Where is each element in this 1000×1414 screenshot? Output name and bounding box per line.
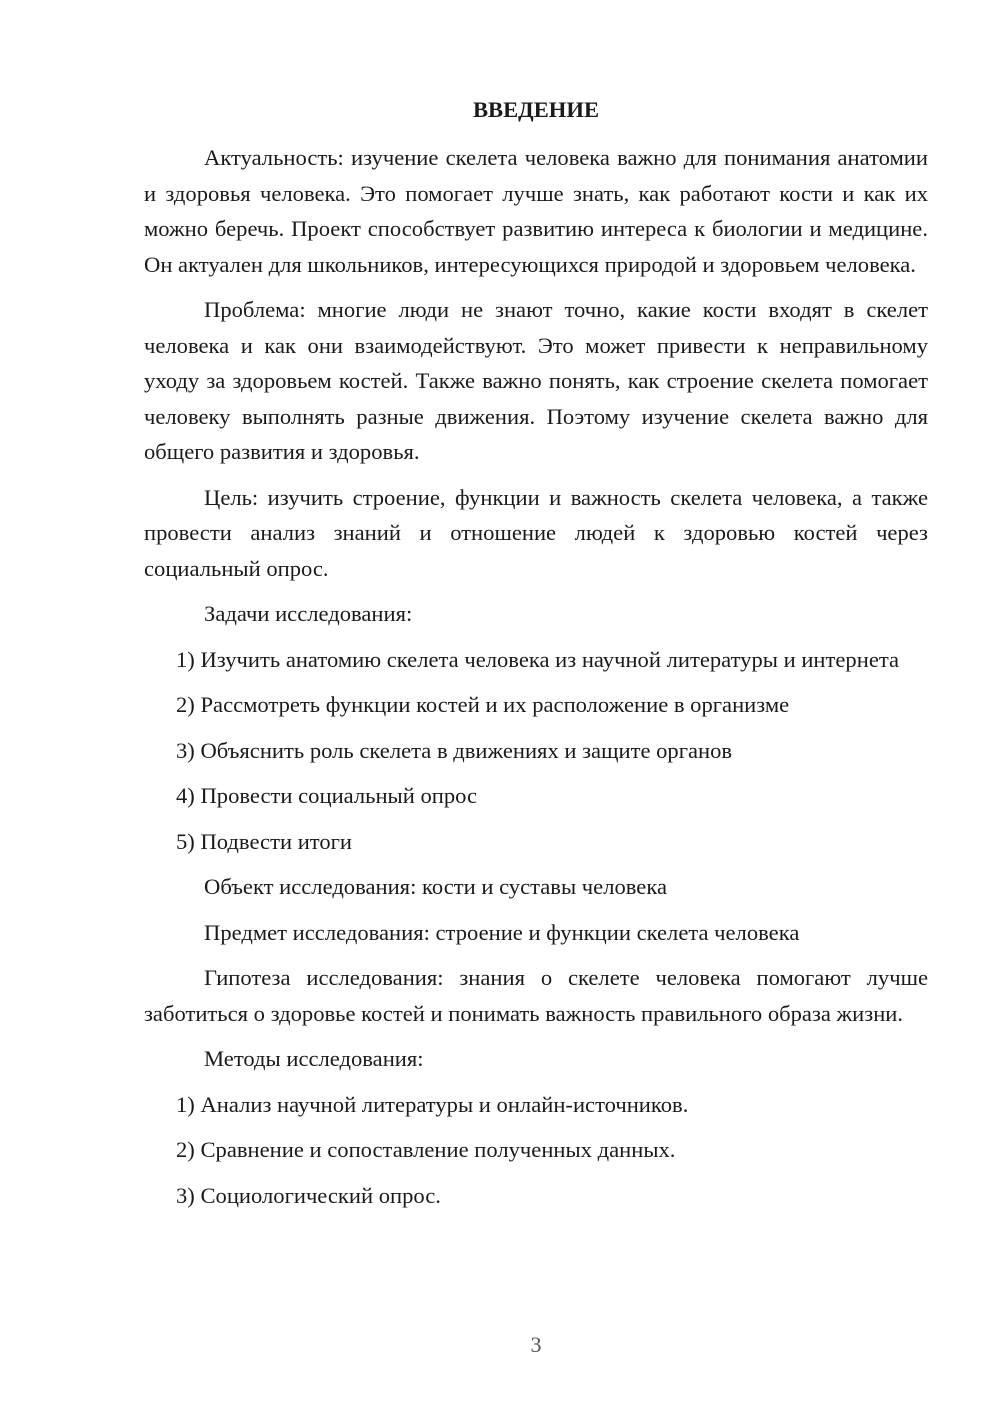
goal-paragraph: Цель: изучить строение, функции и важность скелета человека, а также провести анализ знаний и отношение людей к здоровью костей через социальный опрос.	[144, 484, 928, 581]
object-paragraph: Объект исследования: кости и суставы человека	[204, 874, 667, 899]
subject-paragraph: Предмет исследования: строение и функции скелета человека	[204, 919, 800, 945]
methods-list	[144, 1087, 928, 1214]
problem-paragraph: Проблема: многие люди не знают точно, какие кости входят в скелет человека и как они взаимодействуют. Это может привести к неправильному уходу за здоровьем костей. Также важно понять, как строение скелета помогает человеку выполнять разные движения. Поэтому изучение скелета важно для общего развития и здоровья.	[144, 297, 928, 464]
hypothesis-paragraph: Гипотеза исследования: знания о скелете человека помогают лучше заботиться о здоровье костей и понимать важность правильного образа жизни.	[144, 965, 928, 1026]
page-number: 3	[530, 1332, 542, 1357]
task-item: 1) Изучить анатомию скелета человека из научной литературы и интернета	[176, 646, 900, 672]
task-item: 3) Объяснить роль скелета в движениях и защите органов	[176, 737, 733, 763]
page-content	[144, 92, 928, 1223]
task-item: 5) Подвести итоги	[176, 828, 353, 854]
task-item: 2) Рассмотреть функции костей и их расположение в организме	[176, 692, 790, 717]
actuality-paragraph: Актуальность: изучение скелета человека важно для понимания анатомии и здоровья человека. Это помогает лучше знать, как работают кости и как их можно беречь. Проект способствует развитию интереса к биологии и медицине. Он актуален для школьников, интересующихся природой и здоровьем человека.	[144, 145, 928, 277]
method-item: 1) Анализ научной литературы и онлайн-источников.	[176, 1091, 689, 1117]
task-item: 4) Провести социальный опрос	[176, 783, 478, 808]
method-item: 2) Сравнение и сопоставление полученных данных.	[176, 1137, 676, 1162]
tasks-list	[144, 642, 928, 860]
method-item: 3) Социологический опрос.	[176, 1182, 441, 1208]
tasks-heading: Задачи исследования:	[204, 601, 413, 626]
section-title: ВВЕДЕНИЕ	[472, 97, 600, 122]
methods-heading: Методы исследования:	[204, 1046, 424, 1071]
